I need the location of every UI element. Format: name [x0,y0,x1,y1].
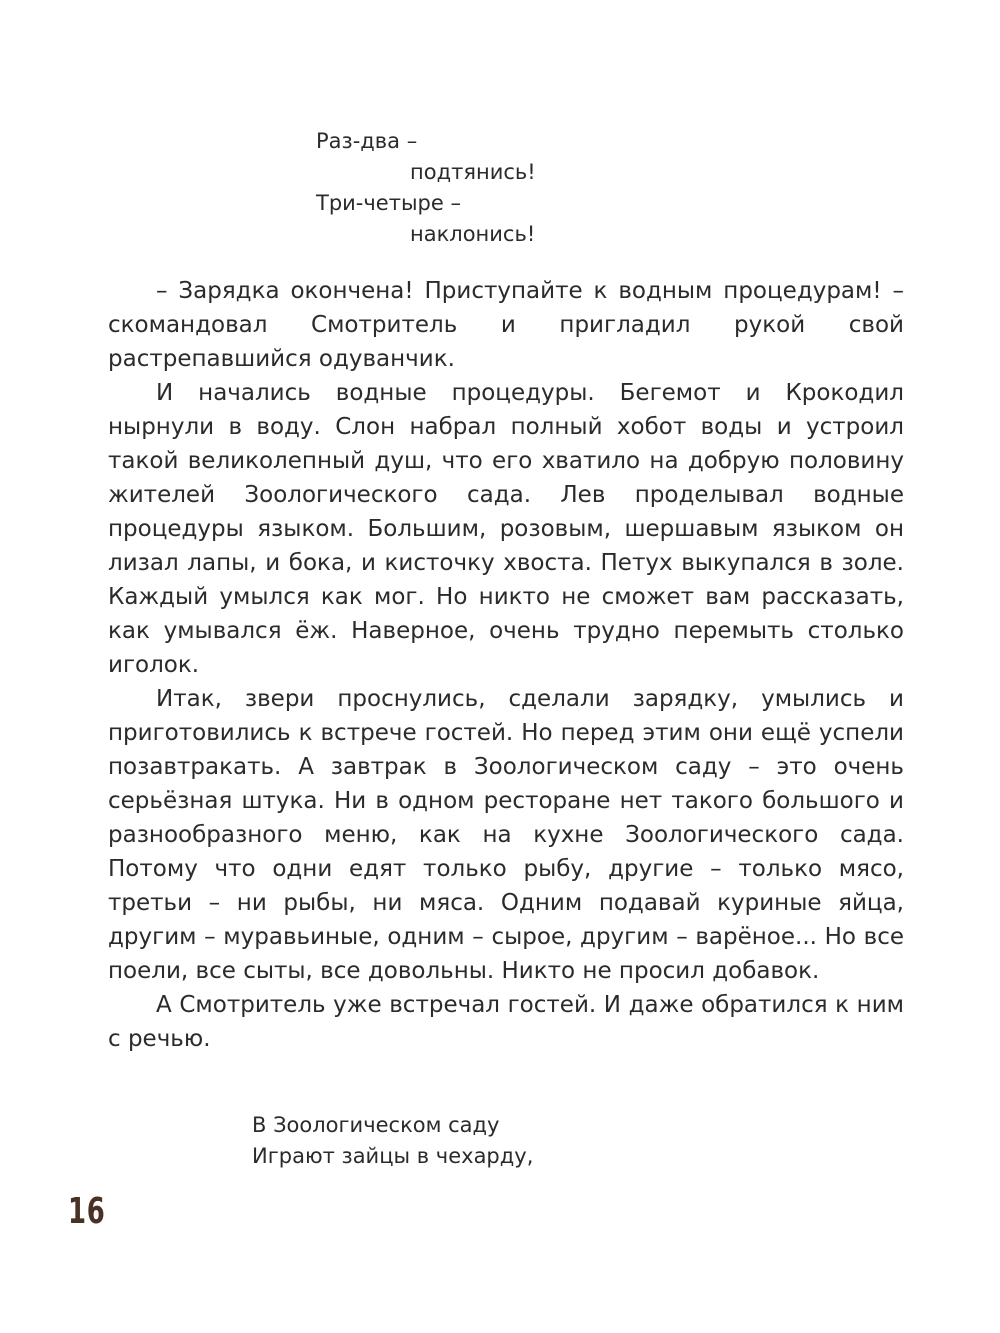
page-number: 16 [68,1191,106,1232]
paragraph: А Смотритель уже встречал гостей. И даже обратился к ним с речью. [108,992,904,1052]
verse-line: В Зоологическом саду [252,1113,500,1137]
verse-top [0,0,1000,260]
verse-line: подтянись! [410,160,536,184]
verse-line: Три-четыре – [316,191,461,215]
verse-line: Играют зайцы в чехарду, [252,1144,534,1168]
paragraph: – Зарядка окончена! Приступайте к водным процедурам! – скомандовал Смотритель и пригладил рукой свой растрепавшийся одуванчик. [108,278,904,372]
verse-line: наклонись! [410,222,536,246]
paragraph: Итак, звери проснулись, сделали зарядку, умылись и приготовились к встрече гостей. Но перед этим они ещё успели позавтракать. А завтрак в Зоологическом саду – это очень серьёзная штука. Ни в одном ресторане нет такого большого и разнообразного меню, как на кухне Зоологического сада. Потому что одни едят только рыбу, другие – только мясо, третьи – ни рыбы, ни мяса. Одним подавай куриные яйца, другим – муравьиные, одним – сырое, другим – варёное... Но все поели, все сыты, все довольны. Никто не просил добавок. [108,686,904,984]
verse-bottom [0,1090,1000,1180]
paragraph: И начались водные процедуры. Бегемот и Крокодил нырнули в воду. Слон набрал полный хобот воды и устроил такой великолепный душ, что его хватило на добрую половину жителей Зоологического сада. Лев проделывал водные процедуры языком. Большим, розовым, шершавым языком он лизал лапы, и бока, и кисточку хвоста. Петух выкупался в золе. Каждый умылся как мог. Но никто не сможет вам рассказать, как умывался ёж. Наверное, очень трудно перемыть столько иголок. [108,380,904,678]
prose-body [108,274,904,1056]
verse-line: Раз-два – [316,129,418,153]
